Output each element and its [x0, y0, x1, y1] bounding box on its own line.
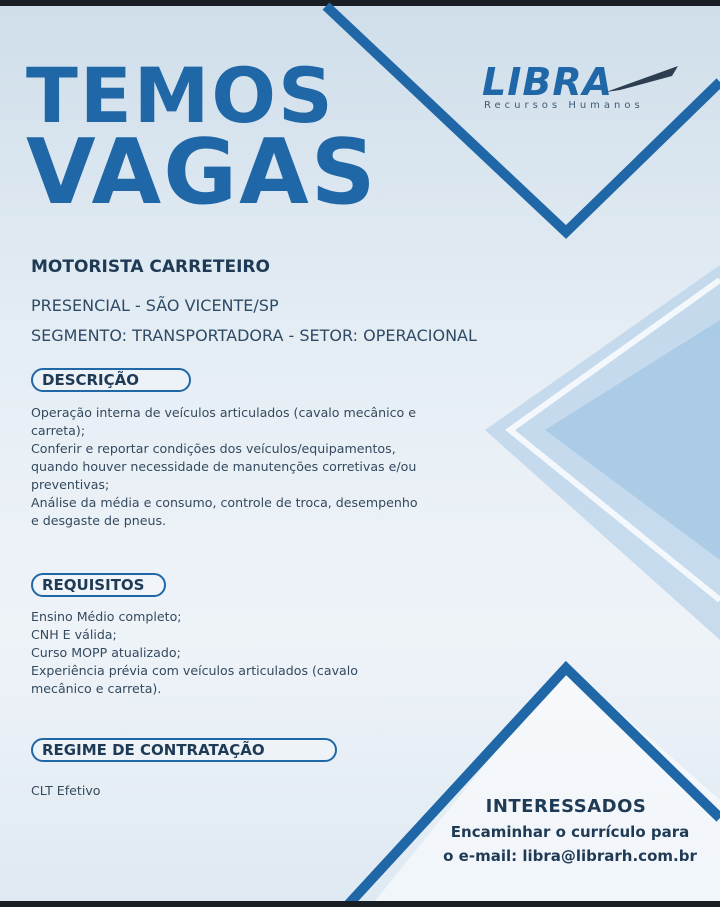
requisitos-line: Experiência prévia com veículos articulados (cavalo [31, 663, 358, 678]
descricao-line: preventivas; [31, 477, 110, 492]
descricao-text [31, 404, 481, 530]
regime-label: REGIME DE CONTRATAÇÃO [42, 741, 265, 759]
bottom-border [0, 901, 720, 907]
descricao-line: carreta); [31, 423, 86, 438]
section-label-requisitos [31, 573, 166, 597]
logo-swoosh-icon [600, 62, 680, 98]
section-label-regime [31, 738, 337, 762]
contact-email[interactable]: o e-mail: libra@librarh.com.br [443, 847, 697, 865]
section-label-descricao [31, 368, 191, 392]
descricao-line: e desgaste de pneus. [31, 513, 167, 528]
requisitos-line: Ensino Médio completo; [31, 609, 182, 624]
descricao-line: Análise da média e consumo, controle de troca, desempenho [31, 495, 418, 510]
headline-line-1: TEMOS [26, 51, 335, 140]
requisitos-text [31, 608, 481, 698]
requisitos-line: CNH E válida; [31, 627, 117, 642]
requisitos-label: REQUISITOS [42, 576, 145, 594]
requisitos-line: Curso MOPP atualizado; [31, 645, 181, 660]
descricao-line: Operação interna de veículos articulados (cavalo mecânico e [31, 405, 417, 420]
contact-title: INTERESSADOS [485, 796, 647, 817]
headline-line-2: VAGAS [26, 120, 378, 225]
company-logo [482, 60, 682, 120]
requisitos-line: mecânico e carreta). [31, 681, 162, 696]
regime-line: CLT Efetivo [31, 783, 101, 798]
job-location: PRESENCIAL - SÃO VICENTE/SP [31, 296, 279, 315]
job-segment: SEGMENTO: TRANSPORTADORA - SETOR: OPERACIONAL [31, 326, 477, 345]
descricao-line: quando houver necessidade de manutenções corretivas e/ou [31, 459, 417, 474]
regime-text [31, 782, 481, 800]
logo-wordmark: LIBRA [482, 60, 613, 104]
descricao-line: Conferir e reportar condições dos veículos/equipamentos, [31, 441, 396, 456]
job-title: MOTORISTA CARRETEIRO [31, 257, 270, 277]
contact-instruction: Encaminhar o currículo para [450, 823, 690, 841]
contact-block [430, 796, 710, 865]
descricao-label: DESCRIÇÃO [42, 371, 140, 389]
logo-tagline: Recursos Humanos [484, 100, 644, 111]
